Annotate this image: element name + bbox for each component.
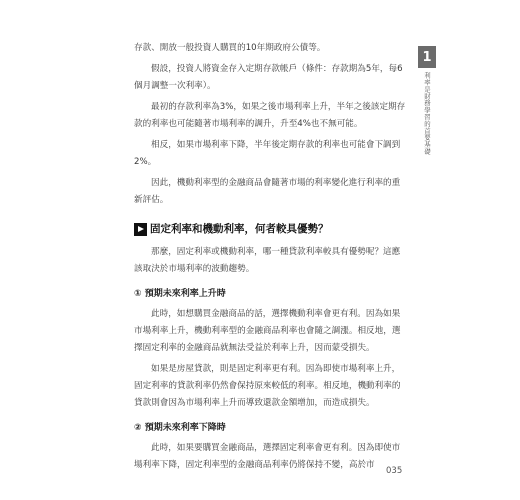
paragraph: 那麼，固定利率或機動利率，哪一種貸款利率較具有優勢呢？這應該取決於市場利率的波動趨勢。 [134, 247, 401, 274]
chapter-side-title: 利率是財務學習的首要基礎 [423, 72, 431, 155]
paragraph: 存款、開放一般投資人購買的10年期政府公債等。 [134, 43, 326, 53]
subheading: ② 預期未來利率下降時 [134, 423, 226, 433]
paragraph: 相反，如果市場利率下降，半年後定期存款的利率也可能會下調到2%。 [134, 140, 401, 167]
paragraph: 此時，如果要購買金融商品，選擇固定利率會更有利。因為即使市場利率下降，固定利率型的金融商品利率仍將保持不變，高於市 [134, 443, 401, 470]
paragraph: 如果是房屋貸款，則是固定利率更有利。因為即使市場利率上升，固定利率的貸款利率仍然會保持原來較低的利率。相反地，機動利率的貸款則會因為市場利率上升而導致還款金額增加，而造成損失。 [134, 364, 401, 408]
subheading: ① 預期未來利率上升時 [134, 289, 226, 299]
page-number: 035 [386, 466, 403, 476]
play-triangle-icon [134, 223, 147, 236]
paragraph: 因此，機動利率型的金融商品會隨著市場的利率變化進行利率的重新評估。 [134, 178, 401, 205]
body-text [134, 40, 406, 478]
section-heading [134, 221, 406, 238]
paragraph: 最初的存款利率為3%，如果之後市場利率上升，半年之後該定期存款的利率也可能隨著市場利率的調升，升至4%也不無可能。 [134, 102, 406, 129]
section-heading-text: 固定利率和機動利率，何者較具優勢？ [150, 223, 329, 235]
paragraph: 假設，投資人將資金存入定期存款帳戶（條件：存款期為5年，每6個月調整一次利率）。 [134, 64, 403, 91]
chapter-tab: 1 [418, 46, 436, 68]
paragraph: 此時，如想購買金融商品的話，選擇機動利率會更有利。因為如果市場利率上升，機動利率型的金融商品利率也會隨之調漲。相反地，選擇固定利率的金融商品就無法受益於利率上升，因而蒙受損失。 [134, 309, 401, 353]
